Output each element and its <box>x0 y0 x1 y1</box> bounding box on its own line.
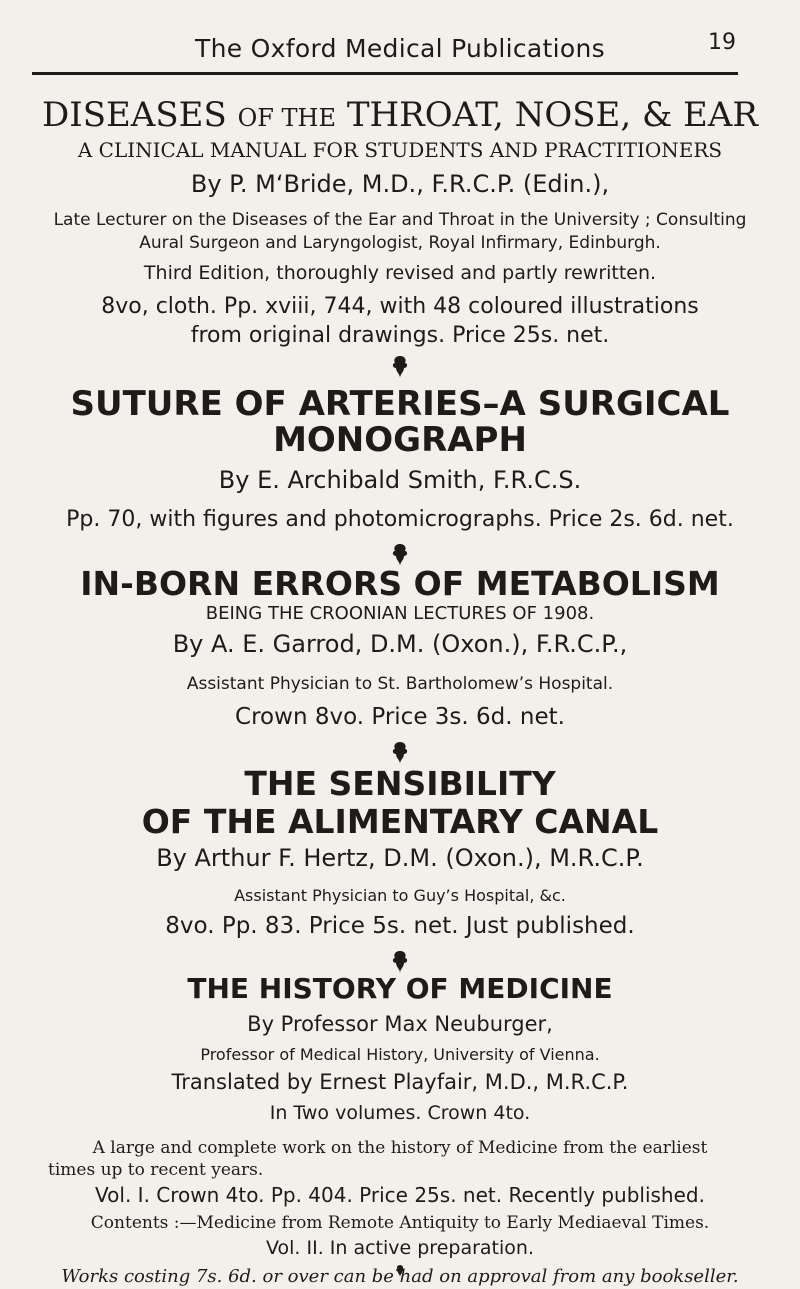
approval-footnote: Works costing 7s. 6d. or over can be had on approval from any bookseller. <box>61 1266 739 1287</box>
book5-volume1: Vol. I. Crown 4to. Pp. 404. Price 25s. net. Recently published. <box>95 1183 705 1207</box>
book5-author: By Professor Max Neuburger, <box>247 1012 553 1036</box>
running-header <box>0 30 800 74</box>
book5-translator: Translated by Ernest Playfair, M.D., M.R.C.P. <box>171 1070 629 1094</box>
book1-title <box>20 95 780 135</box>
book5-format: In Two volumes. Crown 4to. <box>269 1102 531 1124</box>
book1-author: By P. M‘Bride, M.D., F.R.C.P. (Edin.), <box>190 170 610 198</box>
book5-volume2: Vol. II. In active preparation. <box>265 1237 534 1259</box>
book1-edition: Third Edition, thoroughly revised and partly rewritten. <box>143 262 657 284</box>
book1-credentials-line1: Late Lecturer on the Diseases of the Ear and Throat in the University ; Consulting <box>53 210 747 230</box>
book2-title-line2: MONOGRAPH <box>273 420 527 460</box>
book1-title-part-c: THROAT, NOSE, & EAR <box>346 95 758 135</box>
book5-credentials: Professor of Medical History, University of Vienna. <box>200 1045 600 1064</box>
book3-details: Crown 8vo. Price 3s. 6d. net. <box>235 704 565 730</box>
book1-details-line2: from original drawings. Price 25s. net. <box>190 323 610 348</box>
book4-credentials: Assistant Physician to Guy’s Hospital, &c. <box>234 886 566 905</box>
book1-title-part-b: OF THE <box>237 104 336 132</box>
book2-details: Pp. 70, with figures and photomicrographs. Price 2s. 6d. net. <box>66 507 734 532</box>
book3-title: IN-BORN ERRORS OF METABOLISM <box>80 564 720 603</box>
book4-author: By Arthur F. Hertz, D.M. (Oxon.), M.R.C.P. <box>156 844 644 872</box>
book5-description-line2: times up to recent years. <box>48 1160 264 1180</box>
book1-title-part-a: DISEASES <box>42 95 227 135</box>
book5-contents: Contents :—Medicine from Remote Antiquity to Early Mediaeval Times. <box>90 1213 710 1233</box>
fleuron-icon <box>0 354 800 385</box>
book4-details: 8vo. Pp. 83. Price 5s. net. Just published. <box>165 913 635 939</box>
running-header-title: The Oxford Medical Publications <box>195 34 605 63</box>
book1-subtitle: A CLINICAL MANUAL FOR STUDENTS AND PRACTITIONERS <box>77 138 723 162</box>
book3-author: By A. E. Garrod, D.M. (Oxon.), F.R.C.P., <box>172 630 628 658</box>
page-number: 19 <box>708 30 736 55</box>
book1-credentials-line2: Aural Surgeon and Laryngologist, Royal Infirmary, Edinburgh. <box>139 233 661 253</box>
book1-details-line1: 8vo, cloth. Pp. xviii, 744, with 48 coloured illustrations <box>101 294 699 319</box>
book2-author: By E. Archibald Smith, F.R.C.S. <box>218 466 582 494</box>
book2-title-line1: SUTURE OF ARTERIES–A SURGICAL <box>70 384 730 424</box>
book5-title: THE HISTORY OF MEDICINE <box>187 972 613 1005</box>
header-rule <box>32 72 738 75</box>
book3-subtitle: BEING THE CROONIAN LECTURES OF 1908. <box>205 603 595 624</box>
book5-description-line1: A large and complete work on the history of Medicine from the earliest <box>92 1138 708 1158</box>
book4-title-line1: THE SENSIBILITY <box>244 764 556 803</box>
book4-title-line2: OF THE ALIMENTARY CANAL <box>141 802 659 841</box>
book3-credentials: Assistant Physician to St. Bartholomew’s Hospital. <box>186 674 614 694</box>
